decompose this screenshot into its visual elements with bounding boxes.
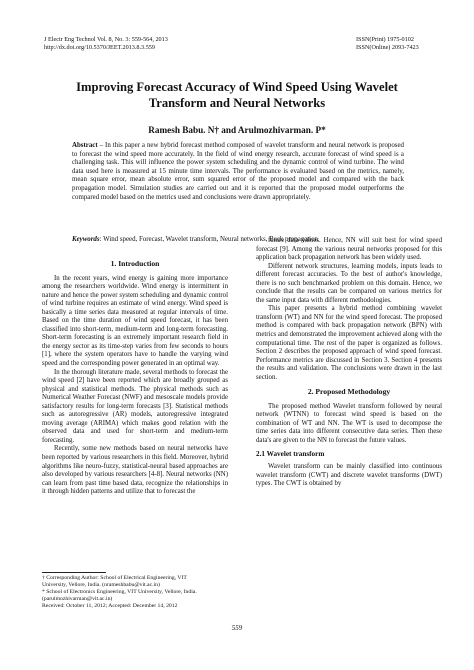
- page-number: 559: [231, 624, 243, 632]
- abstract-text: – In this paper a new hybrid forecast method composed of wavelet transform and neural network is proposed to forecast the wind speed more accurately. In the field of wind energy research, accurate forecast of wind speed is a challenging task. This will influence the power system scheduling and the dynamic control of wind turbine. The wind data used here is measured at 15 minute time intervals. The performance is evaluated based on the metrics, namely, mean square error, mean absolute error, sum squared error of the proposed model and compared with the back propagation model. Simulation studies are carried out and it is reported that the proposed model outperforms the compared model based on the metrics used and conclusions were drawn appropriately.: [72, 142, 404, 201]
- intro-paragraph: In the recent years, wind energy is gaining more importance among the researchers worldwide. Wind energy is intermittent in nature and hence the power system scheduling and dynamic control of wind turbine requires an estimate of wind energy. Wind speed is basically a time series data measured at regular intervals of time. Based on the time duration of wind speed forecast, it has been classified into short-term, medium-term and long-term forecasting. Short-term forecasting is an extremely important research field in the energy sector as its time-step varies from few seconds to hours [1], where the system operators have to handle the varying wind speed and the corresponding power generated in an optimal way.: [42, 274, 228, 368]
- footnote-coauthor-email: (parulmozhivarman@vit.ac.in): [42, 596, 113, 602]
- right-column: [256, 237, 442, 489]
- left-column: [42, 260, 228, 497]
- intro-paragraph: Recently, some new methods based on neural networks have been reported by various researchers in this field. Moreover, hybrid algorithms like neuro-fuzzy, statistical-neural based approaches are also developed by various researchers [4-8]. Neural networks (NN) can learn from past time based data, recognize the relationships in it through hidden patterns and utilize that to forecast the: [42, 445, 228, 496]
- footnote-corresponding-author: † Corresponding Author: School of Electrical Engineering, VIT: [42, 575, 187, 581]
- authors: Ramesh Babu. N† and Arulmozhivarman. P*: [148, 125, 326, 135]
- subsection-heading-wavelet: 2.1 Wavelet transform: [256, 449, 325, 458]
- keywords-label: Keywords: [72, 236, 100, 243]
- abstract-label: Abstract: [72, 142, 98, 149]
- method-paragraph: The proposed method Wavelet transform followed by neural network (WTNN) to forecast wind speed is based on the combination of WT and NN. The WT is used to decompose the time series data into different consecutive data series. Then these data's are given to the NN to forecast the future values.: [256, 402, 442, 445]
- section-heading-introduction: 1. Introduction: [110, 259, 160, 268]
- abstract: [72, 142, 404, 202]
- footnotes: [42, 575, 228, 610]
- wavelet-paragraph: Wavelet transform can be mainly classified into continuous wavelet transform (CWT) and discrete wavelet transforms (DWT) types. The CWT is obtained by: [256, 463, 442, 488]
- title-line-1: Improving Forecast Accuracy of Wind Speed Using Wavelet: [76, 80, 398, 94]
- journal-header-right: [356, 36, 419, 53]
- journal-header-left: [44, 36, 168, 53]
- doi-link[interactable]: http://dx.doi.org/10.5370/JEET.2013.8.3.559: [44, 44, 155, 52]
- intro-paragraph: future data values. Hence, NN will suit best for wind speed forecast [9]. Among the various neural networks proposed for this application back propagation network has been widely used.: [256, 237, 442, 262]
- intro-paragraph: In the thorough literature made, several methods to forecast the wind speed [2] have been reported which are broadly grouped as physical and statistical methods. The physical methods such as Numerical Weather Forecast (NWF) and mesoscale models provide satisfactory results for long-term forecasts [3]. Statistical methods such as autoregressive (AR) models, autoregressive integrated moving average (ARIMA) which makes good relation with the observed data and used for short-term and medium-term forecasting.: [42, 368, 228, 444]
- intro-paragraph: This paper presents a hybrid method combining wavelet transform (WT) and NN for the wind speed forecast. The proposed method is compared with back propagation network (BPN) with metrics and demonstrated the improvement achieved along with the computational time. The rest of the paper is organized as follows. Section 2 describes the proposed approach of wind speed forecast. Performance metrics are discussed in Section 3. Section 4 presents the results and validation. The conclusions were drawn in the last section.: [256, 305, 442, 381]
- footnote-coauthor: * School of Electronics Engineering, VIT University, Vellore, India.: [42, 589, 197, 595]
- footnote-divider: [42, 572, 106, 573]
- footnote-received-date: Received: October 11, 2012; Accepted: December 14, 2012: [42, 603, 178, 609]
- section-heading-methodology: 2. Proposed Methodology: [307, 387, 391, 397]
- issn-print: ISSN(Print) 1975-0102: [356, 36, 414, 43]
- paper-title: [40, 80, 434, 111]
- journal-citation: J Electr Eng Technol Vol. 8, No. 3: 559-564, 2013: [44, 36, 168, 43]
- keywords-text: : Wind speed, Forecast, Wavelet transform, Neural networks, Back propagation: [99, 236, 318, 243]
- title-line-2: Transform and Neural Networks: [148, 95, 326, 110]
- intro-paragraph: Different network structures, learning models, inputs leads to different forecast accuracies. To the best of author's knowledge, there is no such benchmarked problem on this domain. Hence, we conclude that the results can be compared on various metrics for the same input data with different methodologies.: [256, 262, 442, 304]
- footnote-corresponding-email: University, Vellore, India. (nrameshbabu@vit.ac.in): [42, 582, 160, 588]
- issn-online: ISSN(Online) 2093-7423: [356, 44, 419, 52]
